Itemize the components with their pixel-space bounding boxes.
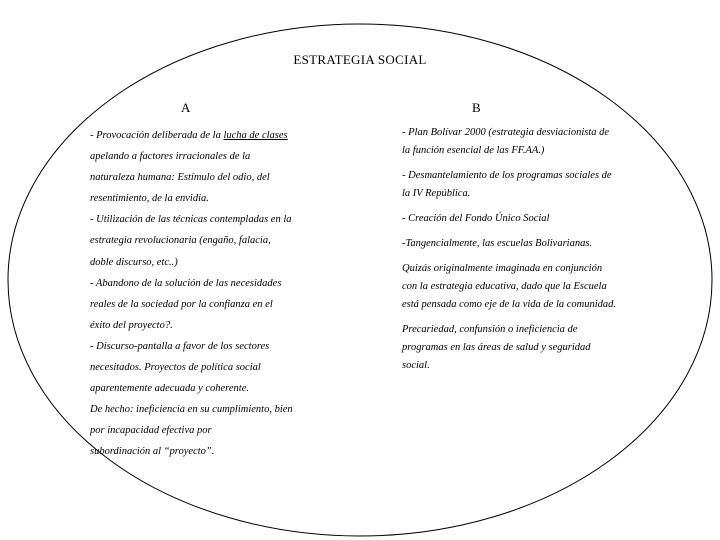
line-text: - Discurso-pantalla a favor de los sectores (90, 340, 270, 352)
diagram-title: ESTRATEGIA SOCIAL (293, 52, 427, 67)
column-b-item: -Tangencialmente, las escuelas Bolivarianas. (402, 238, 593, 249)
line-text: De hecho: ineficiencia en su cumplimiento, bien (90, 404, 293, 416)
column-a-line (90, 399, 330, 420)
column-b-item: - Creación del Fondo Único Social (402, 213, 550, 224)
line-text: estrategia revolucionaria (engaño, falacia, (90, 235, 271, 247)
column-a-line (90, 336, 330, 357)
line-text: apelando a factores irracionales de la (90, 151, 251, 163)
line-text: reales de la sociedad por la confianza en el (90, 298, 273, 310)
column-a-line (90, 230, 330, 251)
column-a-line (90, 420, 330, 441)
column-b-list (402, 124, 617, 382)
line-text: doble discurso, etc..) (90, 256, 178, 268)
line-text: naturaleza humana: Estímulo del odio, del (90, 172, 270, 184)
line-text: - Provocación deliberada de la (90, 130, 224, 141)
column-a-line (90, 357, 330, 378)
column-a-line (90, 441, 330, 462)
column-a-line (90, 273, 330, 294)
column-b-header: B (472, 100, 481, 115)
column-a-line (90, 209, 330, 230)
line-text: por incapacidad efectiva por (90, 425, 212, 437)
column-a-line (90, 252, 330, 273)
column-b-item: Precariedad, confunsión o ineficiencia de programas en las áreas de salud y seguridad social. (402, 324, 591, 371)
column-a-text (90, 125, 330, 463)
column-a-line (90, 315, 330, 336)
column-a-line (90, 378, 330, 399)
column-b-item: - Plan Bolívar 2000 (estrategia desviacionista de la función esencial de las FF.AA.) (402, 127, 610, 156)
underlined-phrase: lucha de clases (223, 130, 288, 141)
column-a-header: A (181, 100, 191, 115)
column-a-line (90, 294, 330, 315)
line-text: necesitados. Proyectos de política social (90, 362, 261, 374)
column-a-line (90, 146, 330, 167)
line-text: éxito del proyecto?. (90, 319, 173, 331)
line-text: resentimiento, de la envidia. (90, 193, 209, 205)
line-text: - Abandono de la solución de las necesidades (90, 277, 282, 289)
column-b-item: - Desmantelamiento de los programas sociales de la IV República. (402, 170, 612, 199)
line-text: - Utilización de las técnicas contempladas en la (90, 214, 292, 226)
line-text: subordinación al “proyecto”. (90, 446, 215, 458)
column-a-line (90, 188, 330, 209)
column-a-line (90, 125, 330, 146)
line-text: aparentemente adecuada y coherente. (90, 383, 249, 395)
column-b-item: Quizás originalmente imaginada en conjunción con la estrategia educativa, dado que la Escuela está pensada como eje de la vida de la comunidad. (402, 263, 617, 310)
column-a-line (90, 167, 330, 188)
